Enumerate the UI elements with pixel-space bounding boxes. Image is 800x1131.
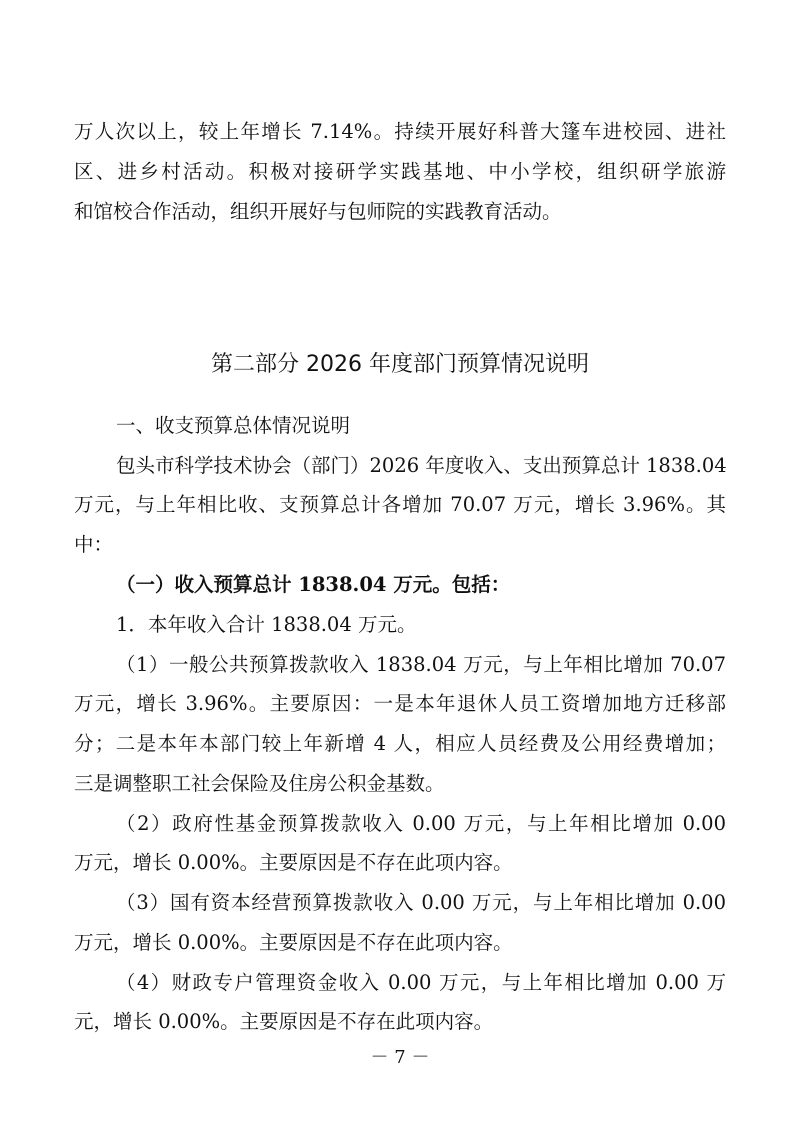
intro-line-3: 和馆校合作活动，组织开展好与包师院的实践教育活动。 (74, 200, 562, 223)
p4-line-2: 元，增长 0.00%。主要原因是不存在此项内容。 (74, 1010, 494, 1033)
p4-line-1: （4）财政专户管理资金收入 0.00 万元，与上年相比增加 0.00 万 (116, 971, 726, 994)
overview-line-1: 包头市科学技术协会（部门）2026 年度收入、支出预算总计 1838.04 (116, 454, 727, 477)
p1-line-2: 万元，增长 3.96%。主要原因：一是本年退休人员工资增加地方迁移部 (74, 692, 726, 715)
income-heading: （一）收入预算总计 1838.04 万元。包括： (116, 573, 511, 596)
overview-line-2: 万元，与上年相比收、支预算总计各增加 70.07 万元，增长 3.96%。其 (74, 493, 726, 516)
page-number: － 7 － (370, 1047, 430, 1068)
income-item-1: 1．本年收入合计 1838.04 万元。 (116, 613, 417, 636)
p3-line-2: 万元，增长 0.00%。主要原因是不存在此项内容。 (74, 931, 513, 954)
p3-line-1: （3）国有资本经营预算拨款收入 0.00 万元，与上年相比增加 0.00 (116, 891, 726, 914)
overview-line-3: 中： (74, 533, 114, 556)
intro-line-2: 区、进乡村活动。积极对接研学实践基地、中小学校，组织研学旅游 (74, 160, 726, 183)
p1-line-3: 分；二是本年本部门较上年新增 4 人，相应人员经费及公用经费增加； (74, 732, 726, 755)
intro-line-1: 万人次以上，较上年增长 7.14%。持续开展好科普大篷车进校园、进社 (74, 120, 726, 143)
subsection-title: 一、收支预算总体情况说明 (116, 414, 351, 437)
section-title: 第二部分 2026 年度部门预算情况说明 (211, 352, 589, 377)
p1-line-1: （1）一般公共预算拨款收入 1838.04 万元，与上年相比增加 70.07 (116, 653, 726, 676)
p1-line-4: 三是调整职工社会保险及住房公积金基数。 (74, 772, 445, 795)
p2-line-1: （2）政府性基金预算拨款收入 0.00 万元，与上年相比增加 0.00 (116, 812, 726, 835)
p2-line-2: 万元，增长 0.00%。主要原因是不存在此项内容。 (74, 851, 513, 874)
